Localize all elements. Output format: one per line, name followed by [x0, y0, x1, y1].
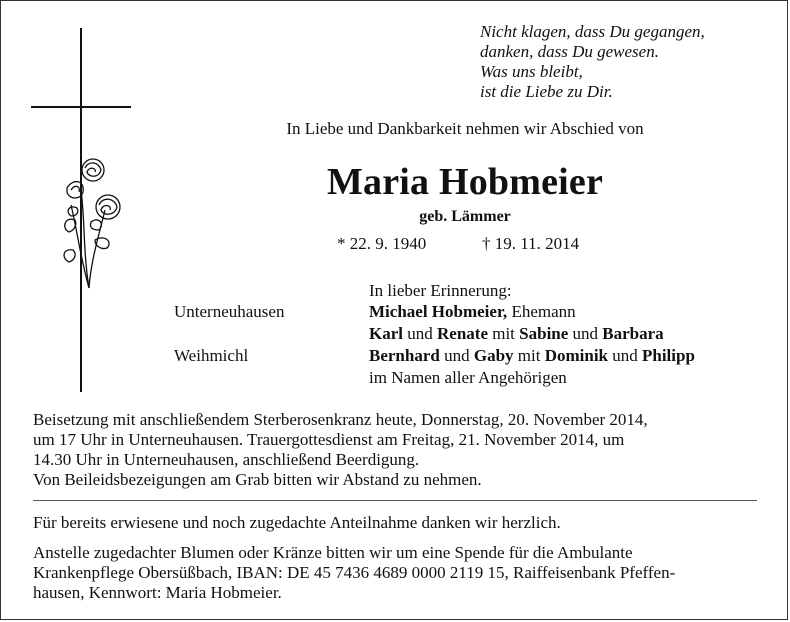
connector-text: und — [403, 324, 437, 343]
family-name: Barbara — [602, 324, 664, 343]
family-name: Michael Hobmeier, — [369, 302, 508, 321]
poem-line: danken, dass Du gewesen. — [480, 42, 659, 61]
divider — [33, 500, 757, 501]
family-line-spouse — [369, 302, 576, 322]
funeral-line: Beisetzung mit anschließendem Sterberosenkranz heute, Donnerstag, 20. November 2014, — [33, 410, 648, 429]
family-name: Sabine — [519, 324, 569, 343]
family-name: Karl — [369, 324, 403, 343]
family-name: Gaby — [473, 346, 514, 365]
funeral-line: 14.30 Uhr in Unterneuhausen, anschließend Beerdigung. — [33, 450, 420, 469]
family-role: Ehemann — [507, 302, 576, 321]
funeral-line: Von Beileidsbezeigungen am Grab bitten wir Abstand zu nehmen. — [33, 470, 482, 489]
deceased-name: Maria Hobmeier — [326, 161, 604, 203]
poem-line: Was uns bleibt, — [480, 62, 583, 81]
family-line-children-2 — [369, 346, 695, 366]
donation-paragraph — [33, 543, 757, 603]
poem — [480, 22, 705, 102]
death-date: † 19. 11. 2014 — [482, 234, 580, 253]
family-name: Philipp — [642, 346, 695, 365]
connector-text: und — [608, 346, 642, 365]
family-name: Dominik — [544, 346, 608, 365]
intro-text: In Liebe und Dankbarkeit nehmen wir Abschied von — [286, 119, 644, 138]
family-name: Bernhard — [369, 346, 440, 365]
connector-text: mit — [487, 324, 520, 343]
connector-text: und — [568, 324, 603, 343]
funeral-paragraph — [33, 410, 757, 490]
poem-line: Nicht klagen, dass Du gegangen, — [480, 22, 705, 41]
donation-line: hausen, Kennwort: Maria Hobmeier. — [33, 583, 282, 602]
family-name: Renate — [437, 324, 488, 343]
family-line-relatives: im Namen aller Angehörigen — [369, 368, 567, 387]
connector-text: mit — [513, 346, 545, 365]
connector-text: und — [439, 346, 474, 365]
family-line-children-1 — [369, 324, 664, 344]
poem-line: ist die Liebe zu Dir. — [480, 82, 613, 101]
place-unterneuhausen: Unterneuhausen — [174, 302, 285, 321]
birth-date: * 22. 9. 1940 — [337, 234, 427, 253]
cross-horizontal-beam — [31, 106, 131, 108]
birth-name: geb. Lämmer — [419, 208, 511, 225]
memory-heading: In lieber Erinnerung: — [369, 281, 512, 300]
donation-line: Anstelle zugedachter Blumen oder Kränze bitten wir um eine Spende für die Ambulante — [33, 543, 633, 562]
place-weihmichl: Weihmichl — [174, 346, 249, 365]
donation-line: Krankenpflege Obersüßbach, IBAN: DE 45 7436 4689 0000 2119 15, Raiffeisenbank Pfeffen- — [33, 563, 676, 582]
thanks-text: Für bereits erwiesene und noch zugedachte Anteilnahme danken wir herzlich. — [33, 513, 561, 532]
funeral-line: um 17 Uhr in Unterneuhausen. Trauergottesdienst am Freitag, 21. November 2014, um — [33, 430, 625, 449]
